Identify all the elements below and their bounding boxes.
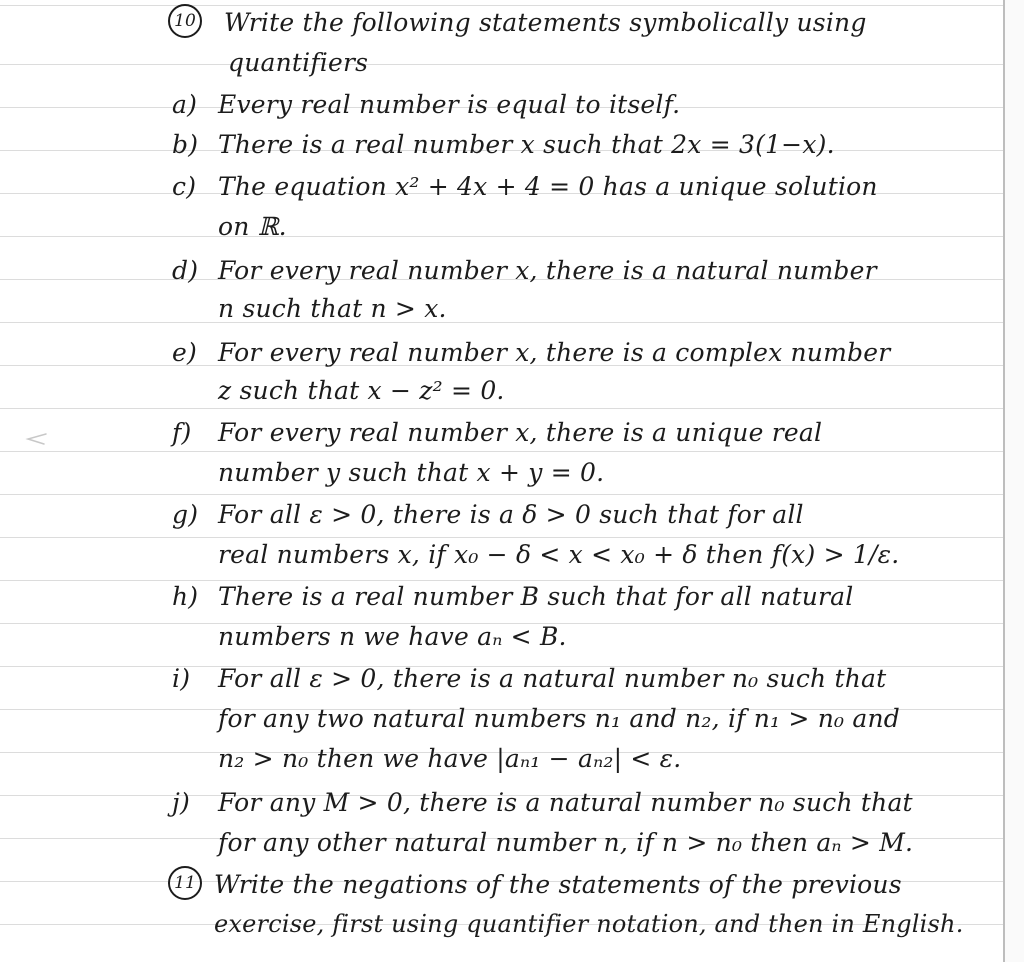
item-text: For all ε > 0, there is a natural number n₀ such that: [218, 664, 887, 693]
exercise-10-title-line-1: Write the following statements symbolically using: [224, 8, 867, 37]
item-e: [172, 338, 890, 367]
item-e-line-2: z such that x − z² = 0.: [218, 376, 505, 405]
item-a: [172, 90, 680, 119]
item-text: The equation x² + 4x + 4 = 0 has a unique solution: [218, 172, 878, 201]
item-b: [172, 130, 835, 159]
exercise-11-number: 11: [168, 866, 202, 900]
item-label: a): [172, 90, 198, 119]
item-h: [172, 582, 853, 611]
pencil-mark-icon: [24, 432, 48, 446]
item-c: [172, 172, 878, 201]
item-label: d): [172, 256, 199, 285]
item-i-line-3: n₂ > n₀ then we have |aₙ₁ − aₙ₂| < ε.: [218, 744, 682, 773]
item-label: j): [172, 788, 190, 817]
item-text: Every real number is equal to itself.: [218, 90, 681, 119]
item-label: c): [172, 172, 197, 201]
item-g: [172, 500, 804, 529]
item-label: b): [172, 130, 199, 159]
item-label: e): [172, 338, 197, 367]
item-i-line-2: for any two natural numbers n₁ and n₂, if n₁ > n₀ and: [218, 704, 900, 733]
page-background: [1005, 0, 1024, 962]
item-text: For every real number x, there is a unique real: [218, 418, 823, 447]
item-g-line-2: real numbers x, if x₀ − δ < x < x₀ + δ then f(x) > 1/ε.: [218, 540, 900, 569]
item-i: [172, 664, 886, 693]
item-text: There is a real number x such that 2x = 3(1−x).: [218, 130, 835, 159]
item-d-line-2: n such that n > x.: [218, 294, 447, 323]
exercise-11-line-2: exercise, first using quantifier notation, and then in English.: [214, 910, 964, 938]
item-text: For every real number x, there is a complex number: [218, 338, 891, 367]
item-h-line-2: numbers n we have aₙ < B.: [218, 622, 567, 651]
item-label: h): [172, 582, 199, 611]
item-f: [172, 418, 822, 447]
item-text: For all ε > 0, there is a δ > 0 such that for all: [218, 500, 804, 529]
item-text: For every real number x, there is a natural number: [218, 256, 877, 285]
item-text: For any M > 0, there is a natural number n₀ such that: [218, 788, 913, 817]
item-label: i): [172, 664, 191, 693]
item-f-line-2: number y such that x + y = 0.: [218, 458, 605, 487]
item-j: [172, 788, 913, 817]
exercise-10-title-line-2: quantifiers: [228, 48, 369, 77]
item-c-line-2: on ℝ.: [218, 212, 287, 241]
item-label: g): [172, 500, 199, 529]
item-label: f): [172, 418, 192, 447]
item-text: There is a real number B such that for all natural: [218, 582, 854, 611]
item-j-line-2: for any other natural number n, if n > n₀ then aₙ > M.: [218, 828, 914, 857]
exercise-11-line-1: Write the negations of the statements of the previous: [214, 870, 902, 899]
exercise-10-number: 10: [168, 4, 202, 38]
item-d: [172, 256, 877, 285]
